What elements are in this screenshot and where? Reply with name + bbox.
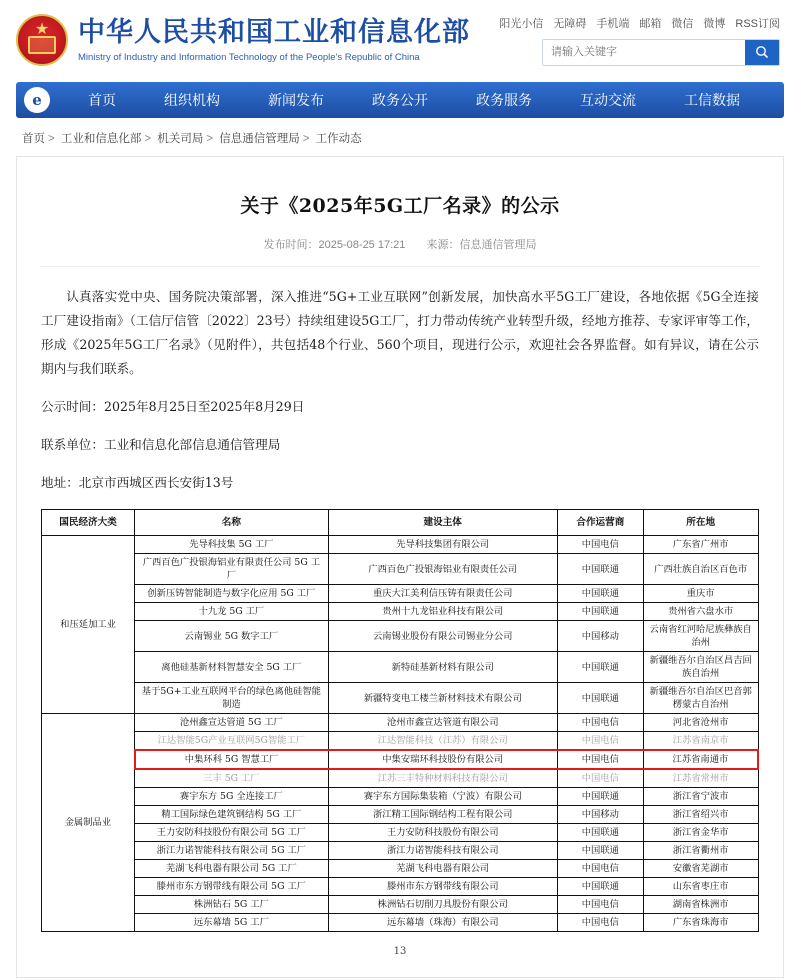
breadcrumb bbox=[22, 130, 784, 146]
table-row bbox=[42, 603, 759, 621]
table-cell-name: 十九龙 5G 工厂 bbox=[135, 603, 328, 621]
table-cell-location: 山东省枣庄市 bbox=[643, 878, 758, 896]
table-row bbox=[42, 878, 759, 896]
table-cell-category: 金属制品业 bbox=[42, 714, 135, 932]
search-button[interactable] bbox=[745, 40, 779, 65]
table-cell-operator: 中国联通 bbox=[557, 554, 643, 585]
table-cell-name: 株洲钻石 5G 工厂 bbox=[135, 896, 328, 914]
table-cell-entity: 赛宇东方国际集装箱（宁波）有限公司 bbox=[328, 788, 557, 806]
table-cell-operator: 中国电信 bbox=[557, 896, 643, 914]
table-cell-location: 湖南省株洲市 bbox=[643, 896, 758, 914]
table-row bbox=[42, 714, 759, 732]
top-link-2[interactable]: 手机端 bbox=[596, 17, 630, 30]
table-cell-location: 广东省广州市 bbox=[643, 536, 758, 554]
search-input[interactable] bbox=[543, 40, 745, 65]
table-row bbox=[42, 788, 759, 806]
table-cell-name: 创新压铸智能制造与数字化应用 5G 工厂 bbox=[135, 585, 328, 603]
factory-listing-table bbox=[41, 509, 759, 932]
top-link-1[interactable]: 无障碍 bbox=[553, 17, 587, 30]
table-row bbox=[42, 621, 759, 652]
source-label: 来源： bbox=[426, 239, 460, 251]
table-cell-operator: 中国联通 bbox=[557, 683, 643, 714]
top-link-6[interactable]: RSS订阅 bbox=[735, 17, 780, 30]
table-cell-entity: 远东幕墙（珠海）有限公司 bbox=[328, 914, 557, 932]
table-cell-entity: 先导科技集团有限公司 bbox=[328, 536, 557, 554]
page-number: 13 bbox=[393, 946, 407, 957]
table-cell-name: 王力安防科技股份有限公司 5G 工厂 bbox=[135, 824, 328, 842]
doc-paragraph-0: 认真落实党中央、国务院决策部署，深入推进“5G+工业互联网”创新发展，加快高水平5G工厂建设，各地依据《5G全连接工厂建设指南》（工信厅信管〔2022〕23号）持续组建设5G工厂，打力带动传统产业转型升级，经地方推荐、专家评审等工作，形成《2025年5G工厂名录》（见附件），共包括48个行业、560个项目，现进行公示，欢迎社会各界监督。如有异议，请在公示期内与我们联系。 bbox=[41, 289, 759, 376]
table-cell-entity: 云南锡业股份有限公司锡业分公司 bbox=[328, 621, 557, 652]
doc-paragraph-2: 联系单位：工业和信息化部信息通信管理局 bbox=[41, 437, 281, 452]
site-title-en: Ministry of Industry and Information Technology of the People's Republic of China bbox=[78, 52, 420, 63]
table-cell-operator: 中国移动 bbox=[557, 806, 643, 824]
table-cell-name: 赛宇东方 5G 全连接工厂 bbox=[135, 788, 328, 806]
table-row bbox=[42, 896, 759, 914]
table-cell-location: 云南省红河哈尼族彝族自治州 bbox=[643, 621, 758, 652]
table-cell-entity: 浙江力诺智能科技有限公司 bbox=[328, 842, 557, 860]
nav-item-data[interactable]: 工信数据 bbox=[684, 92, 740, 108]
table-cell-operator: 中国电信 bbox=[557, 860, 643, 878]
table-cell-entity: 浙江精工国际钢结构工程有限公司 bbox=[328, 806, 557, 824]
breadcrumb-separator: > bbox=[206, 133, 214, 145]
table-cell-name: 江达智能5G产业互联网5G智能工厂 bbox=[135, 732, 328, 751]
table-cell-location: 河北省沧州市 bbox=[643, 714, 758, 732]
document-meta bbox=[41, 236, 759, 267]
nav-item-home[interactable]: 首页 bbox=[88, 92, 116, 108]
site-title-cn: 中华人民共和国工业和信息化部 bbox=[78, 17, 470, 48]
table-cell-location: 浙江省宁波市 bbox=[643, 788, 758, 806]
main-nav bbox=[16, 82, 784, 118]
table-row bbox=[42, 914, 759, 932]
table-cell-operator: 中国联通 bbox=[557, 878, 643, 896]
table-cell-entity: 重庆大江美利信压铸有限责任公司 bbox=[328, 585, 557, 603]
doc-paragraph-3: 地址：北京市西城区西长安街13号 bbox=[41, 475, 234, 490]
table-cell-operator: 中国联通 bbox=[557, 788, 643, 806]
table-cell-operator: 中国电信 bbox=[557, 914, 643, 932]
top-link-4[interactable]: 微信 bbox=[671, 17, 694, 30]
table-cell-location: 贵州省六盘水市 bbox=[643, 603, 758, 621]
table-cell-name: 远东幕墙 5G 工厂 bbox=[135, 914, 328, 932]
table-cell-name: 云南锡业 5G 数字工厂 bbox=[135, 621, 328, 652]
table-cell-name: 精工国际绿色建筑钢结构 5G 工厂 bbox=[135, 806, 328, 824]
header-right bbox=[499, 15, 784, 66]
top-link-3[interactable]: 邮箱 bbox=[639, 17, 662, 30]
breadcrumb-item-2[interactable]: 机关司局 bbox=[157, 133, 204, 145]
top-links bbox=[499, 15, 780, 31]
table-header-name: 名称 bbox=[135, 510, 328, 536]
table-cell-operator: 中国联通 bbox=[557, 824, 643, 842]
table-cell-operator: 中国电信 bbox=[557, 714, 643, 732]
table-cell-entity: 滕州市东方钢带线有限公司 bbox=[328, 878, 557, 896]
table-cell-location: 广东省珠海市 bbox=[643, 914, 758, 932]
table-cell-entity: 中集安瑞环科技股份有限公司 bbox=[328, 750, 557, 769]
table-row bbox=[42, 824, 759, 842]
breadcrumb-item-1[interactable]: 工业和信息化部 bbox=[60, 133, 142, 145]
breadcrumb-separator: > bbox=[144, 133, 152, 145]
site-title-block bbox=[78, 17, 470, 63]
table-cell-operator: 中国电信 bbox=[557, 750, 643, 769]
table-row-highlighted bbox=[42, 750, 759, 769]
document-body bbox=[41, 285, 759, 495]
table-cell-location: 浙江省衢州市 bbox=[643, 842, 758, 860]
table-row bbox=[42, 806, 759, 824]
nav-item-affairs-open[interactable]: 政务公开 bbox=[372, 92, 428, 108]
table-cell-entity: 江达智能科技（江苏）有限公司 bbox=[328, 732, 557, 751]
search-bar bbox=[542, 39, 780, 66]
table-cell-name: 滕州市东方钢带线有限公司 5G 工厂 bbox=[135, 878, 328, 896]
site-header bbox=[0, 0, 800, 80]
publish-time-label: 发布时间： bbox=[263, 239, 319, 251]
table-header-row bbox=[42, 510, 759, 536]
table-cell-name: 沧州鑫宣达管道 5G 工厂 bbox=[135, 714, 328, 732]
table-row bbox=[42, 842, 759, 860]
table-row bbox=[42, 652, 759, 683]
breadcrumb-separator: > bbox=[302, 133, 310, 145]
nav-item-services[interactable]: 政务服务 bbox=[476, 92, 532, 108]
table-row bbox=[42, 536, 759, 554]
table-cell-operator: 中国联通 bbox=[557, 585, 643, 603]
table-cell-location: 安徽省芜湖市 bbox=[643, 860, 758, 878]
table-cell-name: 先导科技集 5G 工厂 bbox=[135, 536, 328, 554]
table-header-location: 所在地 bbox=[643, 510, 758, 536]
nav-logo-icon: e bbox=[24, 87, 50, 113]
breadcrumb-item-3[interactable]: 信息通信管理局 bbox=[219, 133, 300, 145]
table-cell-location: 江苏省常州市 bbox=[643, 769, 758, 788]
breadcrumb-separator: > bbox=[48, 133, 55, 145]
table-row bbox=[42, 732, 759, 751]
source-value: 信息通信管理局 bbox=[459, 239, 537, 251]
table-cell-entity: 王力安防科技股份有限公司 bbox=[328, 824, 557, 842]
table-cell-name: 离他硅基新材料智慧安全 5G 工厂 bbox=[135, 652, 328, 683]
table-cell-operator: 中国电信 bbox=[557, 769, 643, 788]
table-cell-location: 浙江省金华市 bbox=[643, 824, 758, 842]
table-cell-location: 浙江省绍兴市 bbox=[643, 806, 758, 824]
search-icon bbox=[755, 45, 769, 59]
table-cell-name: 广西百色广投银海铝业有限责任公司 5G 工厂 bbox=[135, 554, 328, 585]
table-cell-entity: 株洲钻石切削刀具股份有限公司 bbox=[328, 896, 557, 914]
table-cell-entity: 芜湖飞科电器有限公司 bbox=[328, 860, 557, 878]
table-row bbox=[42, 683, 759, 714]
table-cell-name: 芜湖飞科电器有限公司 5G 工厂 bbox=[135, 860, 328, 878]
table-cell-location: 重庆市 bbox=[643, 585, 758, 603]
table-cell-location: 广西壮族自治区百色市 bbox=[643, 554, 758, 585]
top-link-5[interactable]: 微博 bbox=[703, 17, 726, 30]
table-row bbox=[42, 554, 759, 585]
doc-paragraph-1: 公示时间：2025年8月25日至2025年8月29日 bbox=[41, 399, 305, 414]
table-cell-entity: 广西百色广投银海铝业有限责任公司 bbox=[328, 554, 557, 585]
table-cell-operator: 中国联通 bbox=[557, 603, 643, 621]
table-cell-entity: 江苏三丰特种材料科技有限公司 bbox=[328, 769, 557, 788]
national-emblem-icon bbox=[16, 14, 68, 66]
breadcrumb-item-0[interactable]: 首页 bbox=[22, 133, 45, 145]
table-cell-location: 江苏省南京市 bbox=[643, 732, 758, 751]
table-cell-entity: 贵州十九龙铝业科技有限公司 bbox=[328, 603, 557, 621]
table-cell-location: 新疆维吾尔自治区昌吉回族自治州 bbox=[643, 652, 758, 683]
table-cell-name: 浙江力诺智能科技有限公司 5G 工厂 bbox=[135, 842, 328, 860]
table-cell-operator: 中国移动 bbox=[557, 621, 643, 652]
nav-item-interaction[interactable]: 互动交流 bbox=[580, 92, 636, 108]
table-cell-operator: 中国联通 bbox=[557, 842, 643, 860]
table-cell-entity: 新疆特变电工楼兰新材料技术有限公司 bbox=[328, 683, 557, 714]
table-cell-name: 中集环科 5G 智慧工厂 bbox=[135, 750, 328, 769]
publish-time-value: 2025-08-25 17:21 bbox=[318, 239, 406, 251]
table-header-operator: 合作运营商 bbox=[557, 510, 643, 536]
table-cell-entity: 新特硅基新材料有限公司 bbox=[328, 652, 557, 683]
table-cell-category: 和压延加工业 bbox=[42, 536, 135, 714]
table-row bbox=[42, 585, 759, 603]
table-cell-entity: 沧州市鑫宣达管道有限公司 bbox=[328, 714, 557, 732]
table-cell-name: 基于5G+工业互联网平台的绿色离他硅智能制造 bbox=[135, 683, 328, 714]
table-cell-location: 江苏省南通市 bbox=[643, 750, 758, 769]
nav-item-news[interactable]: 新闻发布 bbox=[268, 92, 324, 108]
table-header-category: 国民经济大类 bbox=[42, 510, 135, 536]
nav-item-org[interactable]: 组织机构 bbox=[164, 92, 220, 108]
breadcrumb-item-4[interactable]: 工作动态 bbox=[315, 133, 362, 145]
table-row bbox=[42, 769, 759, 788]
table-cell-operator: 中国电信 bbox=[557, 536, 643, 554]
table-cell-location: 新疆维吾尔自治区巴音郭楞蒙古自治州 bbox=[643, 683, 758, 714]
top-link-0[interactable]: 阳光小信 bbox=[499, 17, 544, 30]
table-row bbox=[42, 860, 759, 878]
table-cell-operator: 中国联通 bbox=[557, 652, 643, 683]
document-card bbox=[16, 156, 784, 978]
table-header-entity: 建设主体 bbox=[328, 510, 557, 536]
table-cell-operator: 中国电信 bbox=[557, 732, 643, 751]
table-cell-name: 三丰 5G 工厂 bbox=[135, 769, 328, 788]
page-title: 关于《2025年5G工厂名录》的公示 bbox=[240, 195, 560, 217]
